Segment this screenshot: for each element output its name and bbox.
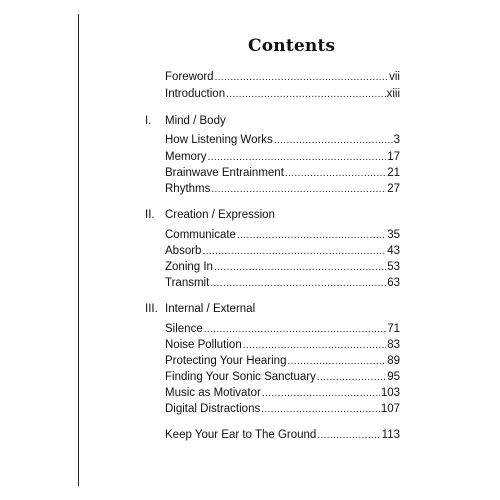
toc-entry-label: Rhythms	[165, 183, 211, 195]
toc-entry-label: Protecting Your Hearing	[165, 355, 287, 367]
dot-leader	[215, 70, 389, 85]
dot-leader	[261, 402, 380, 417]
toc-entry-protecting-your-hearing[interactable]	[165, 353, 400, 369]
toc-entry-how-listening-works[interactable]	[165, 132, 400, 148]
toc-entry-label: Music as Motivator	[165, 387, 261, 399]
toc-entry-page: xiii	[386, 88, 400, 100]
dot-leader	[317, 370, 386, 385]
dot-leader	[243, 338, 386, 353]
toc-entry-page: 17	[387, 151, 400, 163]
dot-leader	[317, 428, 380, 443]
toc-entry-introduction[interactable]	[165, 86, 400, 102]
toc-entry-label: Zoning In	[165, 261, 213, 273]
toc-entry-label: Foreword	[165, 71, 214, 83]
toc-entry-page: 95	[387, 371, 400, 383]
dot-leader	[285, 166, 386, 181]
section-numeral-iii: III.	[145, 303, 158, 315]
toc-entry-memory[interactable]	[165, 149, 400, 165]
toc-entry-music-as-motivator[interactable]	[165, 385, 400, 401]
section-numeral-ii: II.	[145, 209, 155, 221]
dot-leader	[262, 386, 380, 401]
toc-entry-brainwave-entrainment[interactable]	[165, 165, 400, 181]
toc-entry-finding-your-sonic-sanctuary[interactable]	[165, 369, 400, 385]
toc-entry-label: Finding Your Sonic Sanctuary	[165, 371, 316, 383]
dot-leader	[208, 150, 387, 165]
toc-entry-absorb[interactable]	[165, 243, 400, 259]
toc-entry-page: 27	[387, 183, 400, 195]
toc-entry-label: How Listening Works	[165, 134, 273, 146]
dot-leader	[210, 276, 386, 291]
toc-entry-label: Memory	[165, 151, 207, 163]
toc-entry-page: 89	[387, 355, 400, 367]
dot-leader	[274, 133, 393, 148]
section-title-creation-expression: Creation / Expression	[165, 209, 275, 221]
section-title-internal-external: Internal / External	[165, 303, 256, 315]
toc-entry-transmit[interactable]	[165, 275, 400, 291]
toc-entry-page: vii	[389, 71, 400, 83]
toc-entry-label: Communicate	[165, 229, 236, 241]
toc-entry-page: 3	[393, 134, 400, 146]
dot-leader	[211, 182, 386, 197]
page-spine-divider	[78, 14, 79, 486]
dot-leader	[204, 322, 386, 337]
dot-leader	[287, 354, 386, 369]
page-title: Contents	[248, 36, 336, 56]
toc-entry-zoning-in[interactable]	[165, 259, 400, 275]
toc-entry-noise-pollution[interactable]	[165, 337, 400, 353]
toc-entry-page: 21	[387, 167, 400, 179]
dot-leader	[202, 244, 386, 259]
toc-entry-label: Silence	[165, 323, 203, 335]
toc-entry-label: Digital Distractions	[165, 403, 261, 415]
toc-entry-page: 35	[387, 229, 400, 241]
toc-entry-page: 53	[387, 261, 400, 273]
toc-entry-label: Transmit	[165, 277, 210, 289]
toc-entry-label: Brainwave Entrainment	[165, 167, 284, 179]
toc-entry-page: 113	[381, 429, 400, 441]
toc-entry-page: 63	[387, 277, 400, 289]
toc-entry-page: 83	[387, 339, 400, 351]
toc-entry-rhythms[interactable]	[165, 181, 400, 197]
toc-entry-keep-your-ear-to-the-ground[interactable]	[165, 427, 400, 443]
toc-entry-label: Absorb	[165, 245, 202, 257]
toc-entry-label: Introduction	[165, 88, 226, 100]
toc-entry-page: 71	[387, 323, 400, 335]
toc-entry-page: 43	[387, 245, 400, 257]
toc-entry-label: Noise Pollution	[165, 339, 242, 351]
toc-entry-silence[interactable]	[165, 321, 400, 337]
section-numeral-i: I.	[145, 115, 152, 127]
toc-entry-digital-distractions[interactable]	[165, 401, 400, 417]
toc-entry-communicate[interactable]	[165, 227, 400, 243]
dot-leader	[226, 87, 385, 102]
dot-leader	[237, 228, 386, 243]
toc-entry-foreword[interactable]	[165, 69, 400, 85]
section-title-mind-body: Mind / Body	[165, 115, 226, 127]
toc-entry-page: 103	[380, 387, 400, 399]
dot-leader	[214, 260, 386, 275]
toc-entry-page: 107	[380, 403, 400, 415]
toc-entry-label: Keep Your Ear to The Ground	[165, 429, 317, 441]
